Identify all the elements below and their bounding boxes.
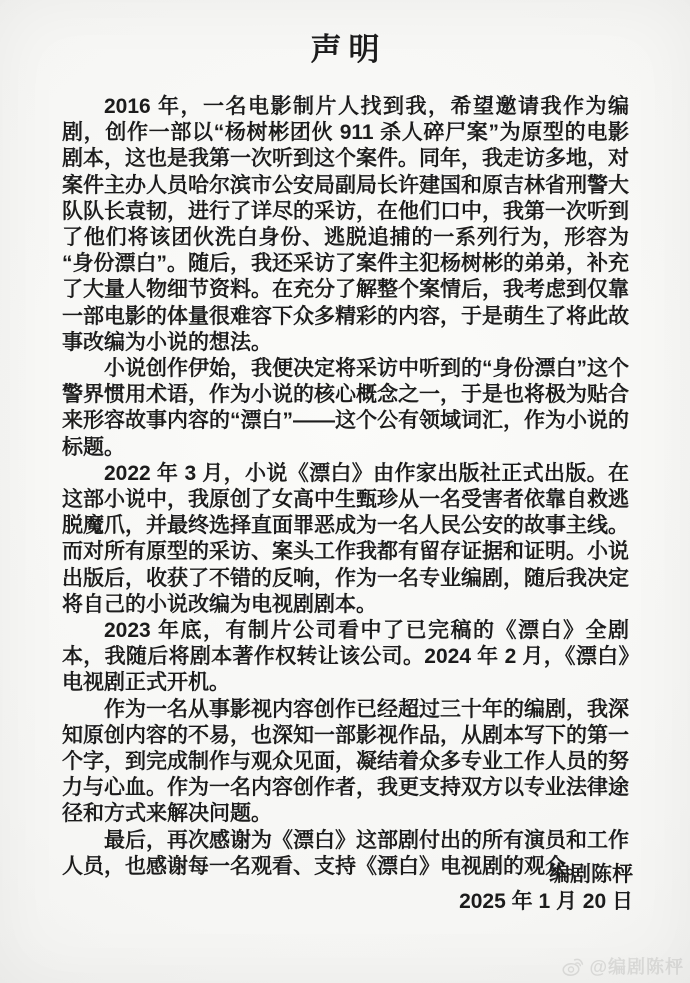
weibo-watermark [562,953,684,979]
signature-date: 2025 年 1 月 20 日 [459,890,633,913]
paragraph-3: 2022 年 3 月，小说《漂白》由作家出版社正式出版。在这部小说中，我原创了女高中生甄珍从一名受害者依靠自救逃脱魔爪，并最终选择直面罪恶成为一名人民公安的故事主线。而对所有原型的采访、案头工作我都有留存证据和证明。小说出版后，收获了不错的反响，作为一名专业编剧，随后我决定将自己的小说改编为电视剧剧本。 [62,461,629,616]
document-title: 声明 [310,32,387,67]
weibo-logo-icon [562,955,586,976]
paragraph-5: 作为一名从事影视内容创作已经超过三十年的编剧，我深知原创内容的不易，也深知一部影视作品，从剧本写下的第一个字，到完成制作与观众见面，凝结着众多专业工作人员的努力与心血。作为一名内容创作者，我更支持双方以专业法律途径和方式来解决问题。 [62,697,629,826]
paragraph-4: 2023 年底，有制片公司看中了已完稿的《漂白》全剧本，我随后将剧本著作权转让该公司。2024 年 2 月，《漂白》电视剧正式开机。 [62,619,629,695]
watermark-text: @编剧陈枰 [589,957,684,977]
document-body [62,94,629,880]
paragraph-6: 最后，再次感谢为《漂白》这部剧付出的所有演员和工作人员，也感谢每一名观看、支持《漂白》电视剧的观众。 [62,828,629,878]
signature-name: 编剧陈枰 [549,863,633,886]
paragraph-1: 2016 年，一名电影制片人找到我，希望邀请我作为编剧，创作一部以“杨树彬团伙 911 杀人碎尸案”为原型的电影剧本，这也是我第一次听到这个案件。同年，我走访多地，对案件主办人员哈尔滨市公安局副局长许建国和原吉林省刑警大队队长袁韧，进行了详尽的采访，在他们口中，我第一次听到了他们将该团伙洗白身份、逃脱追捕的一系列行为，形容为“身份漂白”。随后，我还采访了案件主犯杨树彬的弟弟，补充了大量人物细节资料。在充分了解整个案情后，我考虑到仅靠一部电影的体量很难容下众多精彩的内容，于是萌生了将此故事改编为小说的想法。 [62,95,629,354]
paragraph-2: 小说创作伊始，我便决定将采访中听到的“身份漂白”这个警界惯用术语，作为小说的核心概念之一，于是也将极为贴合来形容故事内容的“漂白”——这个公有领域词汇，作为小说的标题。 [62,357,629,459]
signature-block [459,861,633,915]
